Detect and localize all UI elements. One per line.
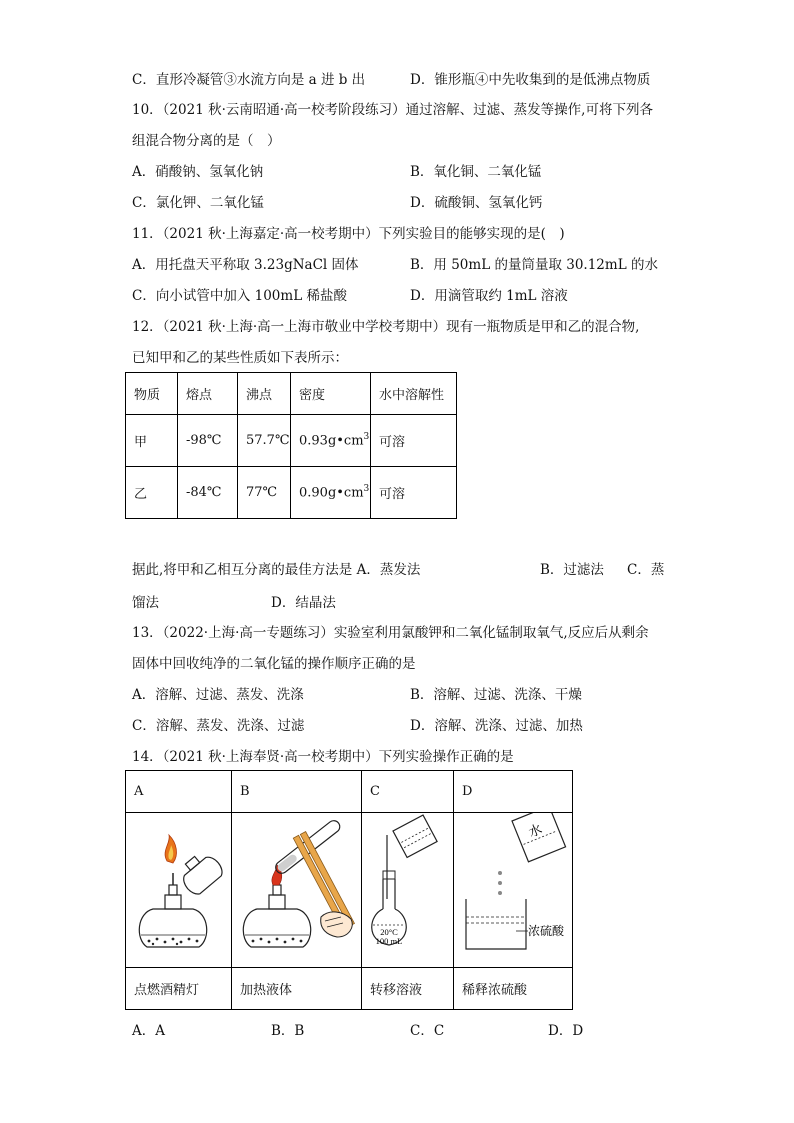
q12-answer-line1a: 据此,将甲和乙相互分离的最佳方法是 A．蒸发法 [132,562,421,578]
dilute-acid-illustration [454,813,573,968]
cell-boiling-point: 57.7℃ [238,415,291,467]
q9-option-d: D．锥形瓶④中先收集到的是低沸点物质 [410,72,651,88]
volumetric-flask-drawing [363,813,453,963]
q14-stem: 14．（2021 秋·上海奉贤·高一校考期中）下列实验操作正确的是 [132,749,514,765]
table-header-row [126,373,457,415]
q10-stem-line2: 组混合物分离的是（ ） [132,133,281,149]
lighting-lamp-illustration [126,813,232,968]
transfer-solution-illustration [362,813,454,968]
cell-name: 甲 [126,415,178,467]
caption-b: 加热液体 [232,968,362,1010]
density-value: 0.90g•cm [299,485,364,501]
density-value: 0.93g•cm [299,433,364,449]
cell-name: 乙 [126,467,178,519]
header-solubility: 水中溶解性 [371,373,457,415]
ops-header-b: B [232,771,362,813]
q11-option-c: C．向小试管中加入 100mL 稀盐酸 [132,288,347,304]
q12-stem-line2: 已知甲和乙的某些性质如下表所示： [132,350,348,366]
q13-stem-line1: 13．（2022·上海·高一专题练习）实验室利用氯酸钾和二氧化锰制取氧气,反应后从剩余 [132,625,649,641]
properties-table [125,372,457,519]
cell-density [291,415,371,467]
cell-solubility: 可溶 [371,415,457,467]
ops-header-row [126,771,573,813]
caption-a: 点燃酒精灯 [126,968,232,1010]
q10-option-d: D．硫酸铜、氢氧化钙 [410,195,543,211]
q14-option-d: D．D [548,1023,584,1039]
cell-boiling-point: 77℃ [238,467,291,519]
table-row [126,467,457,519]
q10-option-b: B．氧化铜、二氧化锰 [410,164,542,180]
q12-answer-option-c: C．蒸 [627,562,665,578]
density-exponent: 3 [363,484,370,495]
cell-solubility: 可溶 [371,467,457,519]
q13-option-c: C．溶解、蒸发、洗涤、过滤 [132,718,305,734]
q11-option-b: B．用 50mL 的量筒量取 30.12mL 的水 [410,257,658,273]
q10-option-a: A．硝酸钠、氢氧化钠 [132,164,264,180]
density-exponent: 3 [363,432,370,443]
acid-label: 浓硫酸 [528,924,565,938]
water-label: 水 [526,821,545,840]
q14-option-a: A．A [132,1023,165,1039]
heating-liquid-illustration [232,813,362,968]
q13-option-d: D．溶解、洗涤、过滤、加热 [410,718,583,734]
q12-answer-option-d: D．结晶法 [271,595,336,611]
cell-melting-point: -98℃ [178,415,238,467]
ops-header-d: D [454,771,573,813]
table-row [126,415,457,467]
ops-header-c: C [362,771,454,813]
q12-answer-option-b: B．过滤法 [540,562,604,578]
flask-temperature: 20°C [379,927,398,937]
header-density: 密度 [291,373,371,415]
ops-header-a: A [126,771,232,813]
caption-c: 转移溶液 [362,968,454,1010]
q13-stem-line2: 固体中回收纯净的二氧化锰的操作顺序正确的是 [132,656,416,672]
test-tube-heating-drawing [233,813,361,963]
header-melting-point: 熔点 [178,373,238,415]
q11-option-d: D．用滴管取约 1mL 溶液 [410,288,568,304]
header-substance: 物质 [126,373,178,415]
q14-option-b: B．B [271,1023,305,1039]
operations-table [125,770,573,1010]
header-boiling-point: 沸点 [238,373,291,415]
q12-stem-line1: 12．（2021 秋·上海·高一上海市敬业中学校考期中）现有一瓶物质是甲和乙的混合物, [132,319,640,335]
flask-volume: 100 mL [375,936,402,946]
q11-option-a: A．用托盘天平称取 3.23gNaCl 固体 [132,257,359,273]
q11-stem: 11．（2021 秋·上海嘉定·高一校考期中）下列实验目的能够实现的是( ) [132,226,565,242]
alcohol-lamp-drawing [127,813,231,963]
acid-dilution-drawing [454,813,572,963]
q10-stem-line1: 10．（2021 秋·云南昭通·高一校考阶段练习）通过溶解、过滤、蒸发等操作,可将下列各 [132,102,653,118]
q13-option-b: B．溶解、过滤、洗涤、干燥 [410,687,582,703]
q10-option-c: C．氯化钾、二氧化锰 [132,195,264,211]
ops-image-row [126,813,573,968]
q13-option-a: A．溶解、过滤、蒸发、洗涤 [132,687,304,703]
q9-option-c: C．直形冷凝管③水流方向是 a 进 b 出 [132,72,366,88]
cell-density [291,467,371,519]
ops-caption-row [126,968,573,1010]
cell-melting-point: -84℃ [178,467,238,519]
caption-d: 稀释浓硫酸 [454,968,573,1010]
q12-answer-line2a: 馏法 [132,595,159,611]
q14-option-c: C．C [410,1023,445,1039]
